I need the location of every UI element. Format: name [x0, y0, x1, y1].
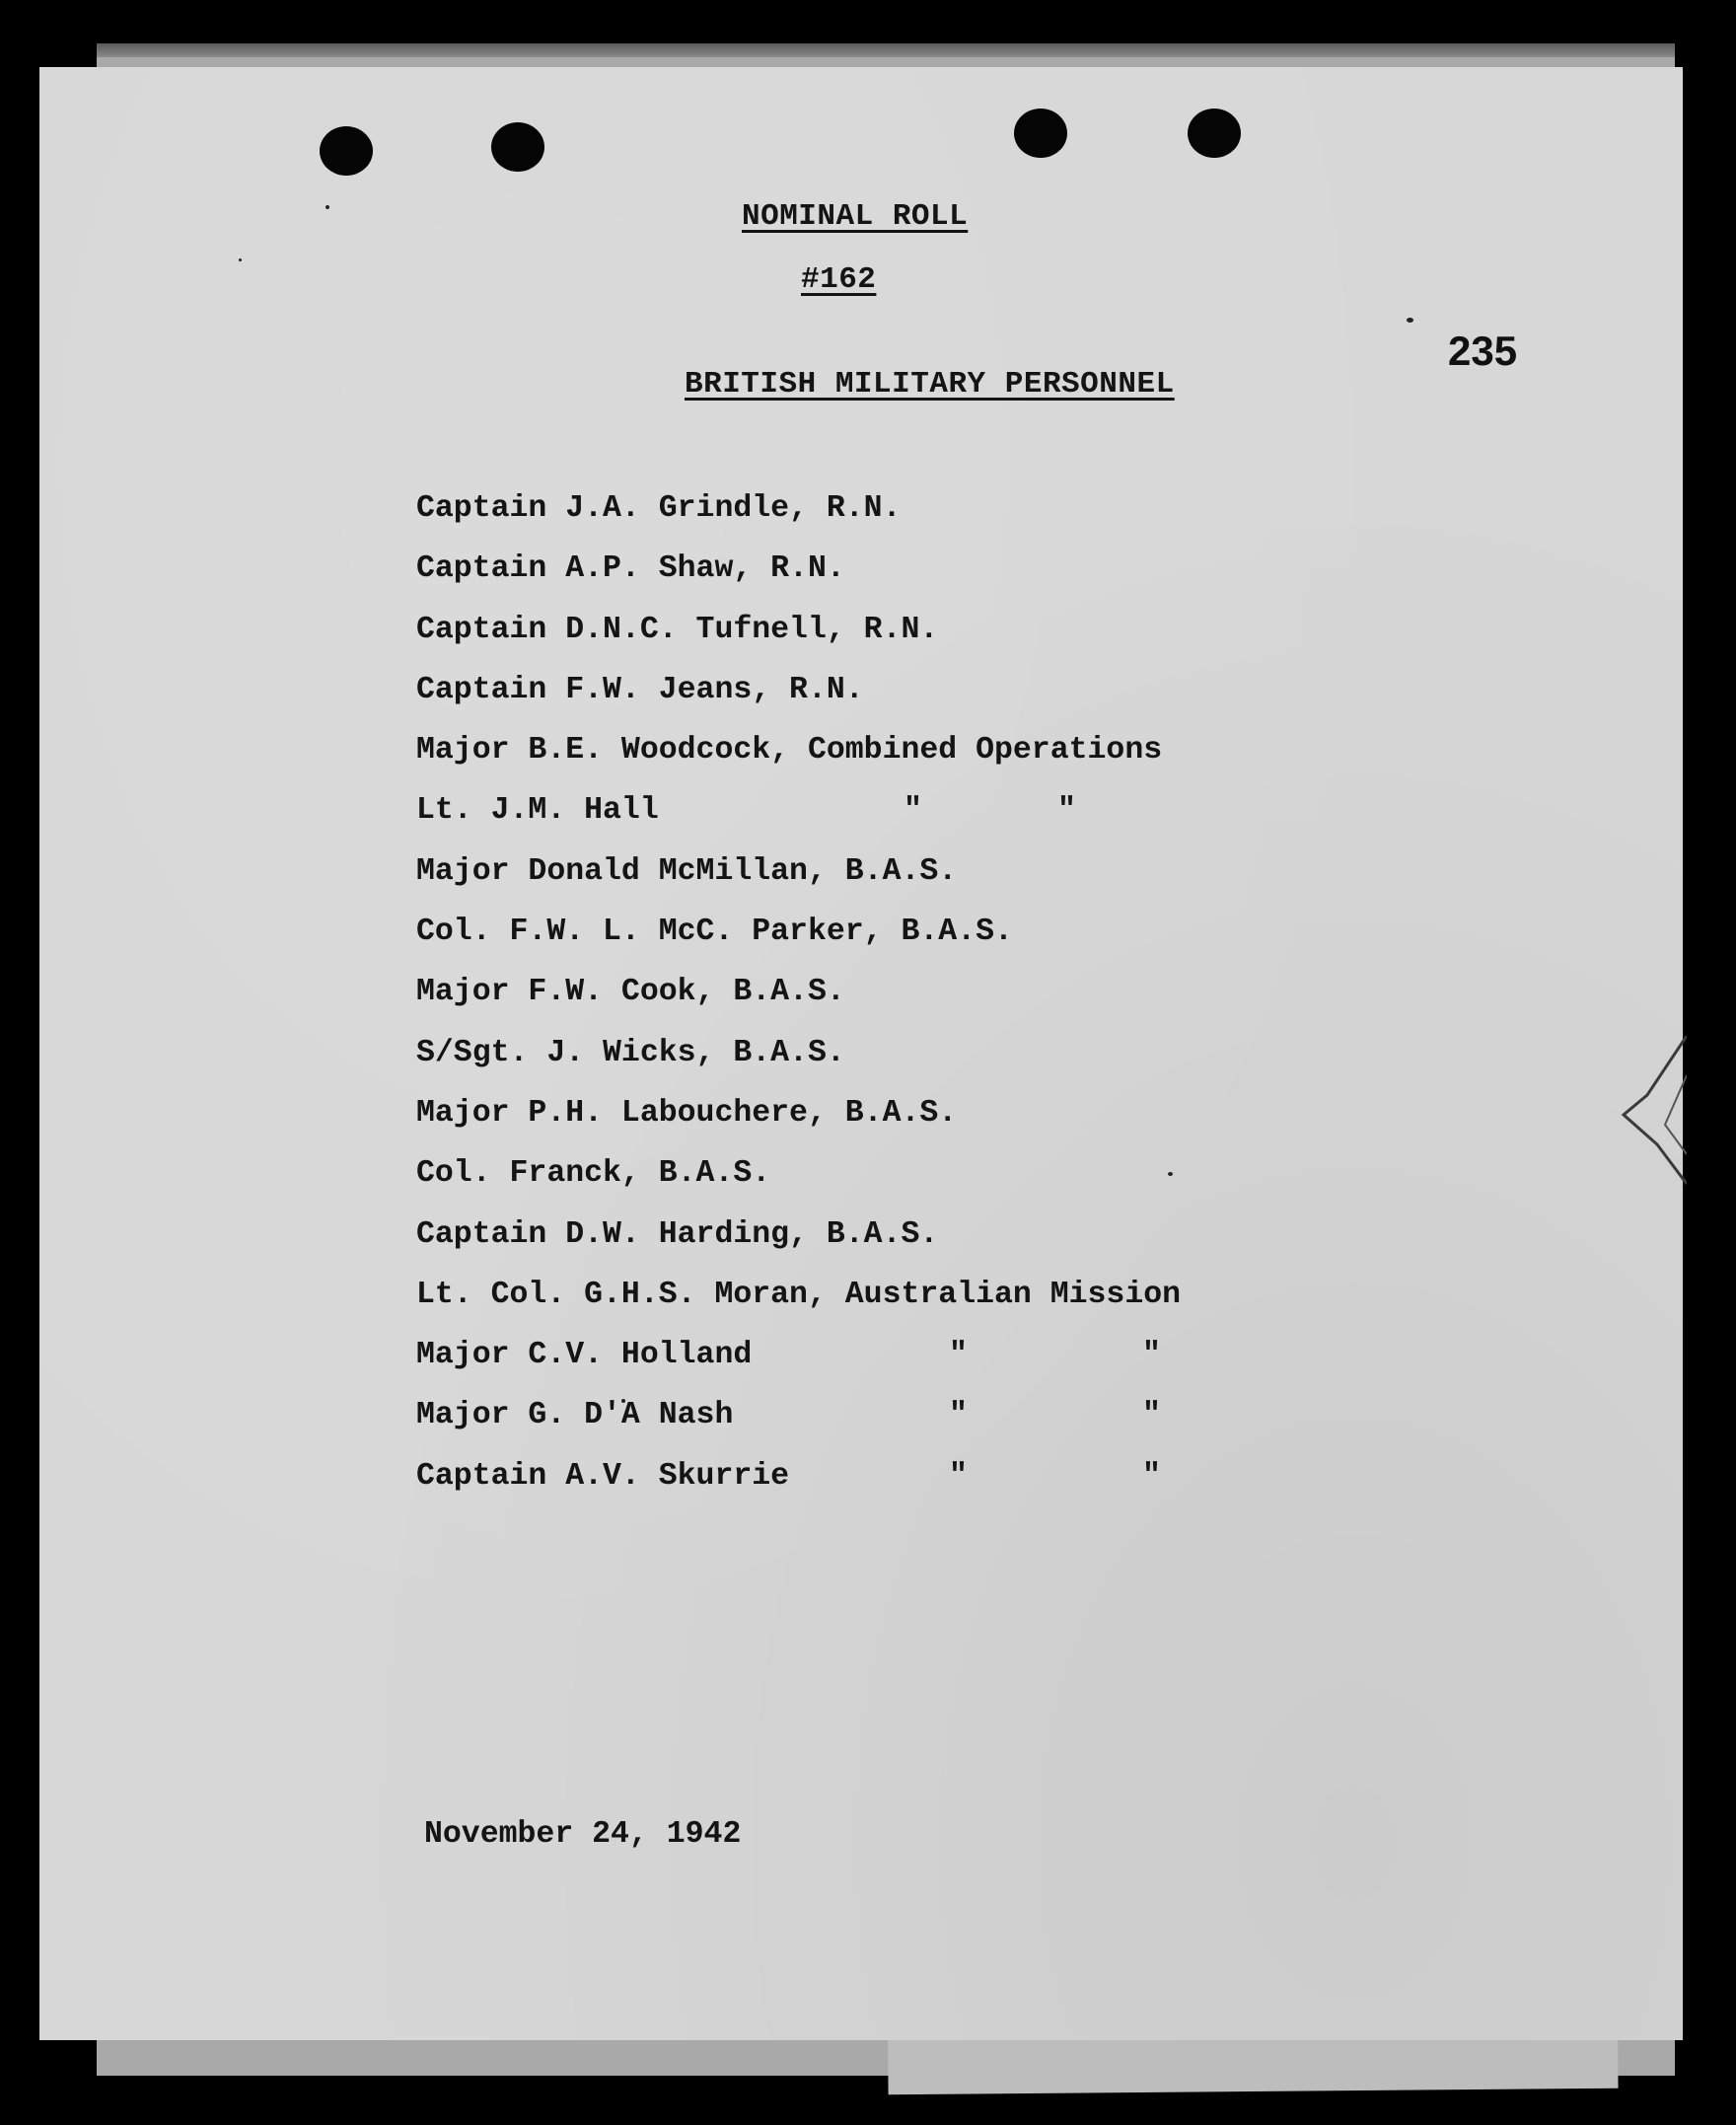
entry-text: Captain J.A. Grindle, R.N. — [416, 491, 902, 526]
ditto-mark: " — [1142, 1338, 1161, 1373]
personnel-entry — [416, 1213, 1181, 1274]
personnel-list — [416, 487, 1181, 1515]
personnel-entry — [416, 487, 1181, 548]
personnel-entry — [416, 1274, 1181, 1334]
document-subtitle: BRITISH MILITARY PERSONNEL — [685, 367, 1175, 402]
entry-text: Major F.W. Cook, B.A.S. — [416, 975, 845, 1010]
entry-text: Lt. J.M. Hall — [416, 793, 659, 829]
ditto-mark: " — [949, 1338, 968, 1373]
personnel-entry — [416, 789, 1181, 849]
entry-text: Major G. D'A Nash — [416, 1398, 734, 1433]
punch-hole — [1014, 109, 1067, 158]
entry-text: Major C.V. Holland — [416, 1338, 753, 1373]
ditto-mark: " — [1142, 1398, 1161, 1433]
page-number: 235 — [1448, 328, 1518, 374]
personnel-entry — [416, 971, 1181, 1031]
entry-text: Major P.H. Labouchere, B.A.S. — [416, 1095, 958, 1131]
entry-text: Captain A.P. Shaw, R.N. — [416, 551, 845, 587]
entry-text: Col. Franck, B.A.S. — [416, 1156, 771, 1192]
personnel-entry — [416, 911, 1181, 971]
personnel-entry — [416, 1455, 1181, 1515]
punch-hole — [320, 126, 373, 176]
ink-speck — [1407, 318, 1413, 323]
ditto-mark: " — [949, 1398, 968, 1433]
document-date: November 24, 1942 — [424, 1817, 742, 1852]
personnel-entry — [416, 729, 1181, 789]
personnel-entry — [416, 850, 1181, 911]
paper-tear — [1618, 1036, 1687, 1233]
sheet-top-edge — [97, 43, 1675, 57]
entry-text: Major Donald McMillan, B.A.S. — [416, 853, 958, 889]
personnel-entry — [416, 1394, 1181, 1454]
personnel-entry — [416, 1334, 1181, 1394]
entry-text: S/Sgt. J. Wicks, B.A.S. — [416, 1035, 845, 1070]
entry-text: Captain D.W. Harding, B.A.S. — [416, 1216, 939, 1252]
entry-text: Major B.E. Woodcock, Combined Operations — [416, 733, 1163, 769]
roll-number: #162 — [801, 262, 877, 297]
personnel-entry — [416, 609, 1181, 669]
ditto-mark: " — [949, 1458, 968, 1494]
ink-speck — [239, 258, 242, 261]
personnel-entry — [416, 669, 1181, 729]
entry-text: Captain D.N.C. Tufnell, R.N. — [416, 612, 939, 647]
punch-hole — [491, 122, 544, 172]
document-title: NOMINAL ROLL — [742, 199, 969, 234]
entry-text: Captain F.W. Jeans, R.N. — [416, 672, 864, 707]
personnel-entry — [416, 1152, 1181, 1212]
entry-text: Col. F.W. L. McC. Parker, B.A.S. — [416, 915, 1013, 950]
personnel-entry — [416, 1092, 1181, 1152]
punch-hole — [1188, 109, 1241, 158]
entry-text: Captain A.V. Skurrie — [416, 1458, 790, 1494]
ditto-mark: " — [1057, 793, 1076, 829]
ditto-mark: " — [904, 793, 922, 829]
personnel-entry — [416, 548, 1181, 608]
personnel-entry — [416, 1032, 1181, 1092]
ink-speck — [326, 205, 329, 209]
ditto-mark: " — [1142, 1458, 1161, 1494]
entry-text: Lt. Col. G.H.S. Moran, Australian Mission — [416, 1277, 1182, 1312]
